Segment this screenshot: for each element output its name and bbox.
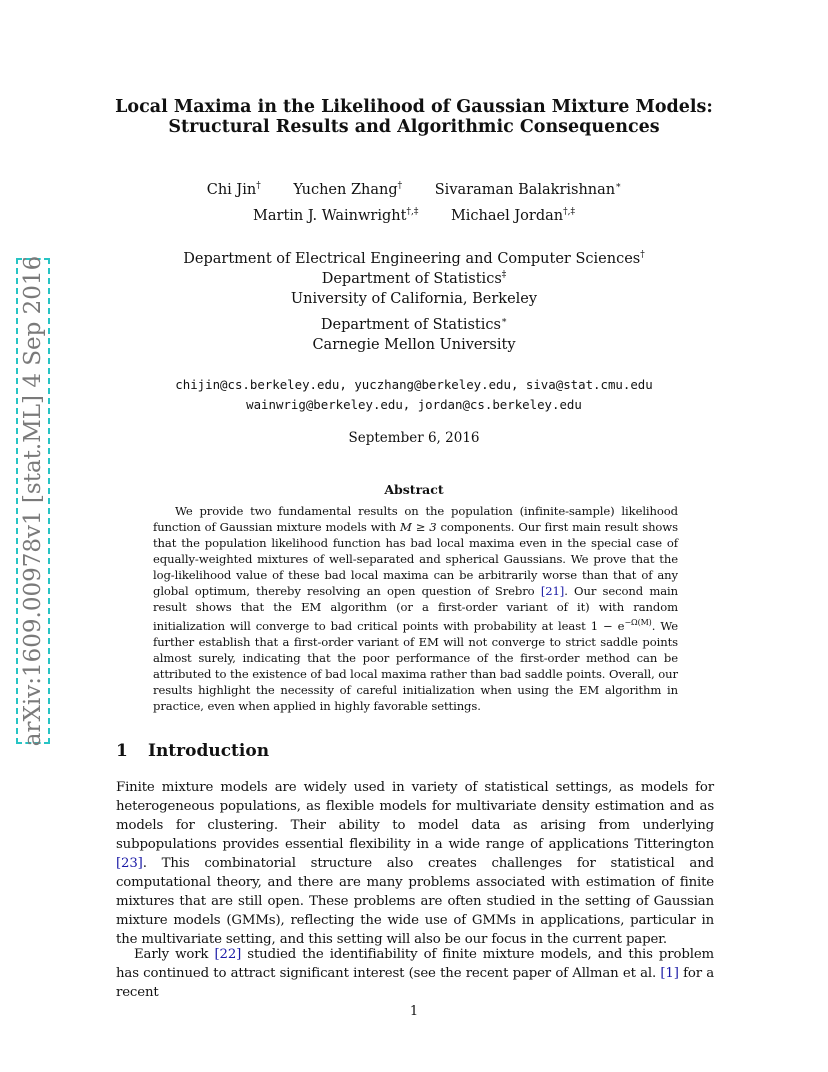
affiliation-ucb: University of California, Berkeley (290, 291, 538, 307)
intro-paragraph-1 (116, 778, 714, 949)
paragraph-text: Early work (134, 947, 215, 962)
author-row-2 (0, 207, 828, 225)
affiliation-mark: ∗ (500, 316, 508, 327)
author-emails (0, 375, 828, 415)
abstract-text: . We further establish that a first-order variant of EM will not converge to strict saddle points almost surely, indicating that the poor performance of the first-order method can be attributed to the existence of bad local maxima rather than bad saddle points. Overall, our results highlight the necessity of careful initialization when using the EM algorithm in practice, even when applied in highly favorable settings. (153, 618, 678, 713)
paragraph-text: . This combinatorial structure also creates challenges for statistical and computational theory, and there are many problems associated with estimation of finite mixtures that are still open. These problems are often studied in the setting of Gaussian mixture models (GMMs), reflecting the wide use of GMMs in applications, particular in the multivariate setting, and this setting will also be our focus in the current paper. (116, 856, 714, 947)
author-name: Yuchen Zhang (293, 182, 398, 198)
author (207, 181, 261, 199)
affiliation-eecs (0, 249, 828, 269)
paragraph-text: studied the identifiability of finite mixture models, and this problem has continued to attract significant interest (see the recent paper of Allman et al. (116, 947, 714, 981)
section-number: 1 (116, 741, 128, 761)
citation-link[interactable]: [1] (660, 966, 679, 981)
section-heading (116, 741, 269, 761)
author-mark: † (256, 181, 261, 192)
intro-paragraph-2 (116, 945, 714, 1002)
affiliation-text: Department of Statistics (320, 317, 501, 333)
author (451, 207, 575, 225)
citation-link[interactable]: [23] (116, 856, 143, 871)
arxiv-stamp-text: arXiv:1609.00978v1 [stat.ML] 4 Sep 2016 (20, 255, 46, 747)
author-mark: †,‡ (406, 207, 419, 218)
paper-title (0, 97, 828, 137)
affiliation-mark: † (640, 250, 645, 261)
affiliation-cmu-stats (0, 315, 828, 335)
affiliation-cmu: Carnegie Mellon University (312, 337, 516, 353)
author-name: Michael Jordan (450, 208, 564, 224)
section-title: Introduction (148, 741, 270, 761)
affiliation-text: Department of Electrical Engineering and Computer Sciences (183, 251, 641, 267)
paragraph-text: Finite mixture models are widely used in variety of statistical settings, as models for heterogeneous populations, as flexible models for multivariate density estimation and as models for clustering. Their ability to model data as arising from underlying subpopulations provides essential flexibility in a wide range of applications Titterington (116, 780, 714, 852)
abstract-text: We provide two fundamental results on the population (infinite-sample) likelihood function of Gaussian mixture models with (153, 504, 678, 534)
author-name: Chi Jin (206, 182, 257, 198)
title-line-1: Local Maxima in the Likelihood of Gaussian Mixture Models: (115, 97, 713, 117)
abstract-math: 1 − e (590, 618, 625, 633)
author-row-1 (0, 181, 828, 199)
abstract-math: M ≥ 3 (400, 520, 437, 534)
author-name: Martin J. Wainwright (253, 208, 407, 224)
emails-line-1: chijin@cs.berkeley.edu, yuczhang@berkeley.edu, siva@stat.cmu.edu (175, 377, 653, 392)
abstract-text: . Our second main result shows that the EM algorithm (or a first-order variant of it) with random initialization will converge to bad critical points with probability at least (153, 584, 679, 633)
affiliation-mark: ‡ (501, 270, 507, 281)
citation-link[interactable]: [22] (214, 947, 242, 962)
author-mark: † (397, 181, 403, 192)
affiliation-text: Department of Statistics (321, 271, 502, 287)
abstract-math-exponent: −Ω(M) (624, 618, 652, 627)
abstract-text: components. Our first main result shows that the population likelihood function has bad local maxima even in the special case of equally-weighted mixtures of well-separated and spherical Gaussians. We prove that the log-likelihood value of these bad local maxima can be arbitrarily worse than that of any global optimum, thereby resolving an open question of Srebro (153, 520, 678, 598)
abstract-body (153, 503, 678, 714)
author (293, 181, 402, 199)
affiliations-berkeley (0, 249, 828, 309)
affiliations-cmu (0, 315, 828, 355)
author (435, 181, 622, 199)
citation-link[interactable]: [21] (540, 584, 565, 598)
author-mark: †,‡ (563, 207, 575, 218)
author-name: Sivaraman Balakrishnan (434, 182, 616, 198)
title-line-2: Structural Results and Algorithmic Consequences (168, 117, 660, 137)
author (253, 207, 418, 225)
emails-line-2: wainwrig@berkeley.edu, jordan@cs.berkeley.edu (246, 397, 582, 412)
author-mark: ∗ (615, 181, 622, 192)
paper-date: September 6, 2016 (348, 430, 480, 446)
abstract-heading: Abstract (384, 482, 444, 497)
paragraph-text: for a recent (116, 966, 714, 1000)
page-number: 1 (409, 1004, 419, 1019)
affiliation-stats (0, 269, 828, 289)
